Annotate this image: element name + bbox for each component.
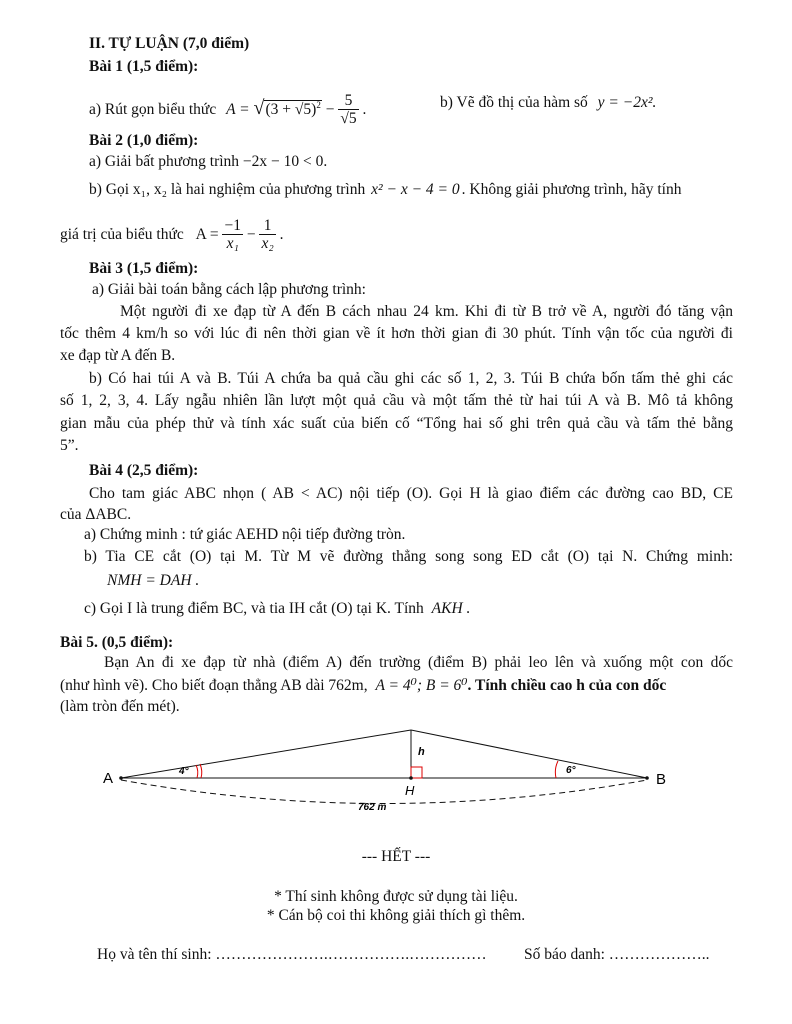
bai3-a-p1: Một người đi xe đạp từ A đến B cách nhau 24 km. Khi đi từ B trở về A, người đó tăng vận [120,303,733,320]
bai2-a: a) Giải bất phương trình −2x − 10 < 0. [89,153,328,170]
label-a: A [103,770,114,787]
bai2-b-line2-text: giá trị của biểu thức [60,226,184,244]
section-title: II. TỰ LUẬN (7,0 điểm) [89,35,250,52]
label-angle-a: 4° [179,766,189,777]
angle-a-arc1 [196,765,198,778]
bai3-a-intro: a) Giải bài toán bằng cách lập phương trình: [92,281,366,298]
bai2-title: Bài 2 (1,0 điểm): [89,132,199,149]
bai4-c-expr: AKH . [431,600,471,617]
end-marker: --- HẾT --- [361,848,431,865]
bai5-title: Bài 5. (0,5 điểm): [60,634,174,651]
angle-a-arc2 [200,764,202,778]
bai5-p2 [60,676,666,696]
label-h: h [418,746,425,758]
bai1-b-expr: y = −2x². [597,94,657,111]
candidate-id-field: Số báo danh: ……………….. [524,946,710,963]
bai4-title: Bài 4 (2,5 điểm): [89,462,199,479]
bai3-title: Bài 3 (1,5 điểm): [89,260,199,277]
bai4-c-line [84,599,470,619]
bai4-a: a) Chứng minh : tứ giác AEHD nội tiếp đường tròn. [84,526,406,543]
label-b: B [656,771,667,788]
label-h-point: H [405,783,415,798]
bai4-p2: của ΔABC. [60,506,132,523]
right-angle-mark [411,767,422,778]
bai2-b-eq: x² − x − 4 = 0 [371,181,460,198]
bai1-a-lhs: A = [226,101,250,119]
bai1-a-frac: $\frac{5}{√5}$ [340,92,357,127]
bai1-a-line [89,93,366,128]
bai1-b-line [440,93,656,113]
bai4-p1: Cho tam giác ABC nhọn ( AB < AC) nội tiếp (O). Gọi H là giao điểm các đường cao BD, CE [89,485,733,502]
point-a [119,776,123,780]
bai3-b-p1: b) Có hai túi A và B. Túi A chứa ba quả cầu ghi các số 1, 2, 3. Túi B chứa bốn tấm thẻ ghi các [89,370,733,387]
slope-right [411,730,647,778]
bai3-a-p2: tốc thêm 4 km/h so với lúc đi nên thời gian về ít hơn thời gian đi 30 phút. Tính vận tốc của người đi [60,325,733,342]
bai1-title: Bài 1 (1,5 điểm): [89,58,199,75]
bai1-a-text: a) Rút gọn biểu thức [89,101,217,119]
label-angle-b: 6° [566,765,576,776]
bai2-b-post: . Không giải phương trình, hãy tính [461,181,682,198]
bai3-b-p2: số 1, 2, 3, 4. Lấy ngẫu nhiên lần lượt một quả cầu và một tấm thẻ từ hai túi A và B. Mô tả không [60,392,733,409]
footer-note1: * Thí sinh không được sử dụng tài liệu. [274,888,518,905]
bai2-b-line2: giá trị của biểu thức A = $\frac{-1}{\text{x₁}}$ − $\frac{1}{\text{x₂}}$ . [60,217,284,252]
footer-note2: * Cán bộ coi thi không giải thích gì thêm. [266,907,526,924]
bai5-p2-pre: (như hình vẽ). Cho biết đoạn thẳng AB dài 762m, [60,677,368,694]
bai5-p2-angles: A = 4⁰; B = 6⁰ [375,677,468,694]
bai2-b-lhs: A = [195,226,219,244]
bai4-b1: b) Tia CE cắt (O) tại M. Từ M vẽ đường thẳng song song ED cắt (O) tại N. Chứng minh: [84,548,733,565]
bai1-a-expr: $A = √(3 + √5)^2$ − $\frac{5}{√5}$ . [226,92,367,127]
bai5-p3: (làm tròn đến mét). [60,698,180,715]
bai2-b-line1 [89,180,681,200]
bai3-a-p3: xe đạp từ A đến B. [60,347,176,364]
bai5-p2-post: . Tính chiều cao h của con dốc [467,677,667,694]
candidate-name-field: Họ và tên thí sinh: ………………….…………….…………… [97,946,487,963]
point-b [645,776,649,780]
bai2-b-pre: b) Gọi x₁, x₂ là hai nghiệm của phương trình [89,181,366,198]
label-length: 762 m [358,802,387,813]
bai4-c-text: c) Gọi I là trung điểm BC, và tia IH cắt (O) tại K. Tính [84,600,424,617]
bai3-b-p4: 5”. [60,437,79,454]
bai2-b-frac2: $\frac{1}{\text{x₂}}$ [261,217,274,252]
slope-left [121,730,411,778]
bai1-a-inner: 3 + √5 [270,101,312,119]
bai4-b2: NMH = DAH . [107,572,200,589]
point-h [409,776,413,780]
length-arc [121,780,647,804]
slope-figure [0,715,792,825]
bai2-b-frac1: $\frac{-1}{\text{x₁}}$ [224,217,241,252]
bai5-p1: Bạn An đi xe đạp từ nhà (điểm A) đến trường (điểm B) phải leo lên và xuống một con dốc [104,654,733,671]
bai3-b-p3: gian mẫu của phép thử và tính xác suất của biến cố “Tổng hai số ghi trên quả cầu và tấm thẻ bằng [60,415,733,432]
bai1-b-text: b) Vẽ đồ thị của hàm số [440,94,588,111]
angle-b-arc [555,761,558,778]
